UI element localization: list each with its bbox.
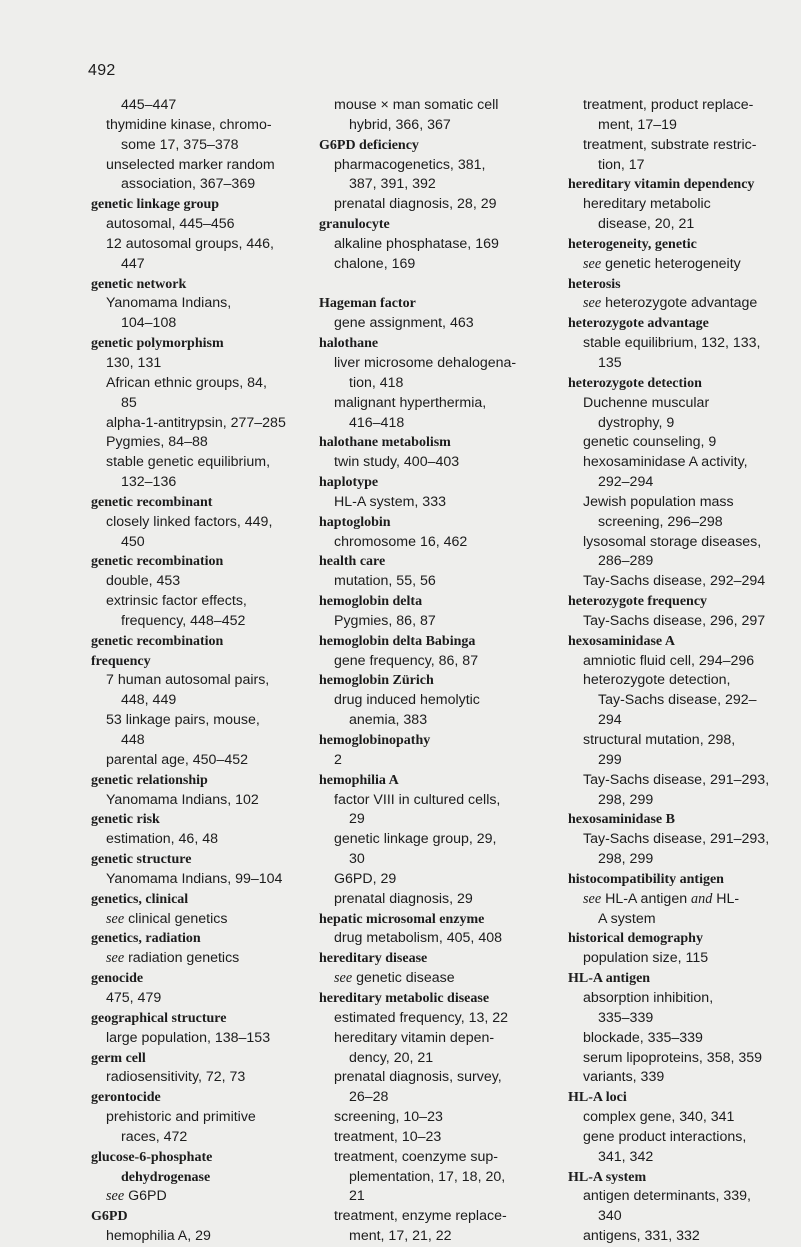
index-subentry: serum lipoproteins, 358, 359 [583, 1049, 763, 1066]
index-heading: hexosaminidase B [568, 812, 675, 828]
index-continuation: plementation, 17, 18, 20, [349, 1168, 506, 1185]
index-subentry: malignant hyperthermia, [334, 394, 487, 411]
index-subentry: Tay-Sachs disease, 296, 297 [583, 612, 766, 629]
see-label: see [106, 950, 125, 967]
index-subentry: double, 453 [106, 573, 181, 590]
index-subentry: thymidine kinase, chromo- [106, 116, 272, 133]
index-subentry: treatment, product replace- [583, 97, 754, 113]
index-subentry: estimation, 46, 48 [106, 831, 218, 848]
index-see-reference [91, 949, 317, 969]
index-continuation: 335–339 [598, 1009, 654, 1026]
index-continuation: Tay-Sachs disease, 292– [598, 692, 757, 709]
see-label: see [583, 890, 602, 907]
index-heading: genetics, radiation [91, 931, 201, 947]
index-subentry: estimated frequency, 13, 22 [334, 1009, 509, 1026]
index-heading: hemoglobin delta [319, 594, 423, 610]
index-subentry: treatment, substrate restric- [583, 136, 757, 153]
index-continuation: 132–136 [121, 474, 177, 491]
index-see-reference [568, 294, 794, 314]
index-subentry: 53 linkage pairs, mouse, [106, 712, 260, 729]
index-subentry: HL-A system, 333 [334, 493, 446, 510]
index-continuation: 286–289 [598, 553, 654, 570]
index-heading: genetic relationship [91, 772, 208, 788]
see-target: genetic disease [352, 970, 455, 987]
index-continuation: screening, 296–298 [598, 513, 723, 530]
index-subentry: mutation, 55, 56 [334, 573, 436, 590]
page-number: 492 [88, 62, 116, 79]
index-heading: heterozygote frequency [568, 594, 708, 610]
index-subentry: amniotic fluid cell, 294–296 [583, 652, 755, 669]
index-subentry: prenatal diagnosis, 29 [334, 890, 473, 907]
index-heading: G6PD [91, 1209, 128, 1225]
index-subentry: gene assignment, 463 [334, 315, 474, 332]
index-subentry: alkaline phosphatase, 169 [334, 235, 499, 252]
index-subentry: prenatal diagnosis, 28, 29 [334, 196, 497, 213]
index-subentry: treatment, coenzyme sup- [334, 1148, 499, 1165]
index-subentry: 12 autosomal groups, 446, [106, 235, 274, 252]
see-target: HL- [712, 890, 740, 907]
index-subentry: heterozygote detection, [583, 672, 731, 689]
index-continuation: hybrid, 366, 367 [349, 116, 451, 133]
index-subentry: 2 [334, 751, 342, 768]
index-subentry: genetic linkage group, 29, [334, 831, 497, 848]
index-heading: hemoglobin delta Babinga [319, 633, 476, 649]
index-subentry: Yanomama Indians, 99–104 [106, 870, 283, 887]
index-heading: heterozygote advantage [568, 316, 709, 332]
index-continuation: 416–418 [349, 414, 405, 431]
index-subentry: stable genetic equilibrium, [106, 454, 271, 471]
index-subentry: chalone, 169 [334, 255, 416, 272]
index-continuation: association, 367–369 [121, 176, 256, 193]
index-heading: genetic linkage group [91, 197, 220, 213]
index-heading: histocompatibility antigen [568, 871, 724, 887]
index-continuation: ment, 17, 21, 22 [349, 1228, 452, 1245]
index-heading: haplotype [319, 475, 379, 491]
index-subentry: gene product interactions, [583, 1128, 747, 1145]
index-continuation: 26–28 [349, 1089, 389, 1106]
index-continuation: 448, 449 [121, 692, 177, 709]
index-continuation: 85 [121, 394, 137, 411]
index-heading: hemophilia A [319, 772, 399, 788]
index-subentry: stable equilibrium, 132, 133, [583, 335, 761, 352]
index-heading: HL-A system [568, 1169, 647, 1185]
see-target: G6PD [124, 1188, 167, 1205]
index-continuation: 135 [598, 354, 622, 371]
index-heading: genocide [91, 971, 144, 987]
see-target: clinical genetics [124, 910, 228, 927]
see-label: see [334, 970, 353, 987]
index-subentry: alpha-1-antitrypsin, 277–285 [106, 414, 286, 431]
index-subentry: Jewish population mass [583, 493, 734, 510]
index-subentry: prenatal diagnosis, survey, [334, 1069, 502, 1086]
index-continuation: tion, 17 [598, 156, 645, 173]
index-subentry: Yanomama Indians, [106, 295, 232, 312]
index-subentry: Yanomama Indians, 102 [106, 791, 259, 808]
index-subentry: 475, 479 [106, 989, 162, 1006]
see-label: see [583, 255, 602, 272]
index-continuation: 104–108 [121, 315, 177, 332]
index-subentry: African ethnic groups, 84, [106, 374, 267, 391]
index-continuation: 21 [349, 1188, 365, 1205]
index-heading: genetic structure [91, 852, 192, 868]
index-subentry: Tay-Sachs disease, 291–293, [583, 831, 770, 848]
index-heading: historical demography [568, 931, 703, 947]
index-subentry: screening, 10–23 [334, 1109, 443, 1126]
index-continuation: dency, 20, 21 [349, 1049, 434, 1066]
index-subentry: extrinsic factor effects, [106, 593, 247, 610]
index-subentry: chromosome 16, 462 [334, 533, 468, 550]
index-heading: geographical structure [91, 1010, 227, 1026]
index-subentry: genetic counseling, 9 [583, 434, 717, 451]
index-heading: hereditary metabolic disease [319, 990, 490, 1006]
index-continuation: 292–294 [598, 474, 654, 491]
index-subentry: Duchenne muscular [583, 394, 710, 411]
index-heading: HL-A loci [568, 1090, 627, 1106]
index-continuation: dystrophy, 9 [598, 414, 675, 431]
index-heading: hemoglobin Zürich [319, 673, 434, 689]
index-subentry: drug metabolism, 405, 408 [334, 930, 502, 947]
index-subentry: antigen determinants, 339, [583, 1188, 751, 1205]
index-continuation: 30 [349, 851, 365, 868]
index-continuation: 387, 391, 392 [349, 176, 436, 193]
index-subentry: autosomal, 445–456 [106, 216, 235, 233]
index-heading: Hageman factor [319, 296, 416, 312]
index-heading: G6PD deficiency [319, 137, 419, 153]
index-heading: HL-A antigen [568, 971, 651, 987]
index-subentry: Tay-Sachs disease, 292–294 [583, 573, 766, 590]
index-subentry: hereditary vitamin depen- [334, 1029, 495, 1046]
index-subentry: Pygmies, 86, 87 [334, 612, 436, 629]
index-continuation: A system [598, 910, 656, 927]
index-continuation: 298, 299 [598, 791, 654, 808]
index-heading: genetic polymorphism [91, 336, 224, 352]
blank-line [319, 275, 545, 295]
index-subentry: complex gene, 340, 341 [583, 1109, 735, 1126]
index-continuation: 298, 299 [598, 851, 654, 868]
index-subentry: G6PD, 29 [334, 870, 397, 887]
index-heading: haptoglobin [319, 514, 391, 530]
index-continuation: 448 [121, 732, 145, 748]
index-subentry: closely linked factors, 449, [106, 513, 273, 530]
index-subentry: liver microsome dehalogena- [334, 354, 517, 371]
index-heading: genetic recombination [91, 554, 224, 570]
index-continuation: ment, 17–19 [598, 116, 677, 133]
index-continuation: anemia, 383 [349, 712, 428, 729]
index-continuation: tion, 418 [349, 374, 404, 391]
index-subentry: treatment, 10–23 [334, 1128, 442, 1145]
index-continuation: 341, 342 [598, 1148, 654, 1165]
index-see-reference [319, 969, 545, 989]
index-subentry: blockade, 335–339 [583, 1029, 703, 1046]
index-subentry: 130, 131 [106, 354, 162, 371]
index-column-1 [91, 96, 317, 1247]
index-heading: health care [319, 554, 386, 570]
index-continuation: 294 [598, 712, 622, 729]
index-continuation: 299 [598, 751, 622, 768]
index-heading: hereditary disease [319, 951, 428, 967]
index-heading: genetic recombination [91, 633, 224, 649]
index-subentry: large population, 138–153 [106, 1029, 271, 1046]
index-continuation: 447 [121, 255, 145, 272]
index-continuation: 450 [121, 533, 145, 550]
index-see-reference [91, 910, 317, 930]
index-continuation: races, 472 [121, 1128, 188, 1145]
index-column-3 [568, 96, 794, 1247]
index-subentry: hereditary metabolic [583, 196, 711, 213]
index-subentry: lysosomal storage diseases, [583, 533, 762, 550]
index-continuation: 340 [598, 1208, 622, 1225]
index-heading: granulocyte [319, 217, 390, 233]
see-label: see [583, 295, 602, 312]
index-heading: genetics, clinical [91, 891, 189, 907]
index-see-reference [91, 1187, 317, 1207]
index-heading: hereditary vitamin dependency [568, 177, 755, 193]
index-heading: hemoglobinopathy [319, 733, 431, 748]
index-continuation: some 17, 375–378 [121, 136, 239, 153]
index-subentry: structural mutation, 298, [583, 732, 736, 748]
index-heading: heterogeneity, genetic [568, 236, 697, 252]
index-subentry: factor VIII in cultured cells, [334, 791, 501, 808]
index-heading: halothane metabolism [319, 435, 451, 451]
index-heading: gerontocide [91, 1090, 161, 1106]
index-continuation: disease, 20, 21 [598, 216, 695, 233]
index-heading: heterosis [568, 276, 621, 292]
index-subentry: drug induced hemolytic [334, 692, 480, 709]
index-subentry: variants, 339 [583, 1069, 665, 1086]
index-heading: germ cell [91, 1050, 146, 1066]
and-label: and [691, 890, 713, 907]
index-subentry: 7 human autosomal pairs, [106, 672, 270, 689]
index-subentry: parental age, 450–452 [106, 751, 248, 768]
see-target: heterozygote advantage [601, 295, 758, 312]
index-subentry: hexosaminidase A activity, [583, 454, 748, 471]
index-subentry: hemophilia A, 29 [106, 1228, 211, 1245]
index-subentry: Pygmies, 84–88 [106, 434, 208, 451]
index-heading: heterozygote detection [568, 375, 702, 391]
index-subentry: Tay-Sachs disease, 291–293, [583, 771, 770, 788]
index-see-reference [568, 890, 794, 910]
index-subentry: antigens, 331, 332 [583, 1228, 700, 1245]
index-continuation: frequency, 448–452 [121, 612, 246, 629]
index-continuation: 29 [349, 811, 365, 828]
index-heading: glucose-6-phosphate [91, 1149, 213, 1165]
see-target: radiation genetics [124, 950, 240, 967]
index-subentry: absorption inhibition, [583, 989, 714, 1006]
index-subentry: gene frequency, 86, 87 [334, 652, 479, 669]
index-subentry: population size, 115 [583, 950, 709, 967]
index-subentry: treatment, enzyme replace- [334, 1208, 507, 1225]
index-subentry: prehistoric and primitive [106, 1109, 256, 1126]
index-heading: genetic risk [91, 812, 160, 828]
index-heading: genetic network [91, 276, 187, 292]
index-heading: hepatic microsomal enzyme [319, 911, 485, 927]
index-subentry: pharmacogenetics, 381, [334, 156, 486, 173]
index-subentry: radiosensitivity, 72, 73 [106, 1069, 246, 1086]
index-heading: halothane [319, 336, 379, 352]
index-heading: genetic recombinant [91, 494, 213, 510]
see-label: see [106, 910, 125, 927]
index-subentry: twin study, 400–403 [334, 454, 460, 471]
see-label: see [106, 1188, 125, 1205]
index-heading: hexosaminidase A [568, 633, 675, 649]
index-subentry: mouse × man somatic cell [334, 97, 499, 113]
see-target: HL-A antigen [601, 890, 692, 907]
index-continuation: 445–447 [121, 97, 177, 113]
index-continuation: dehydrogenase [121, 1169, 211, 1185]
index-column-2 [319, 96, 545, 1247]
index-heading: frequency [91, 653, 151, 669]
see-target: genetic heterogeneity [601, 255, 741, 272]
index-see-reference [568, 255, 794, 275]
index-subentry: unselected marker random [106, 156, 275, 173]
